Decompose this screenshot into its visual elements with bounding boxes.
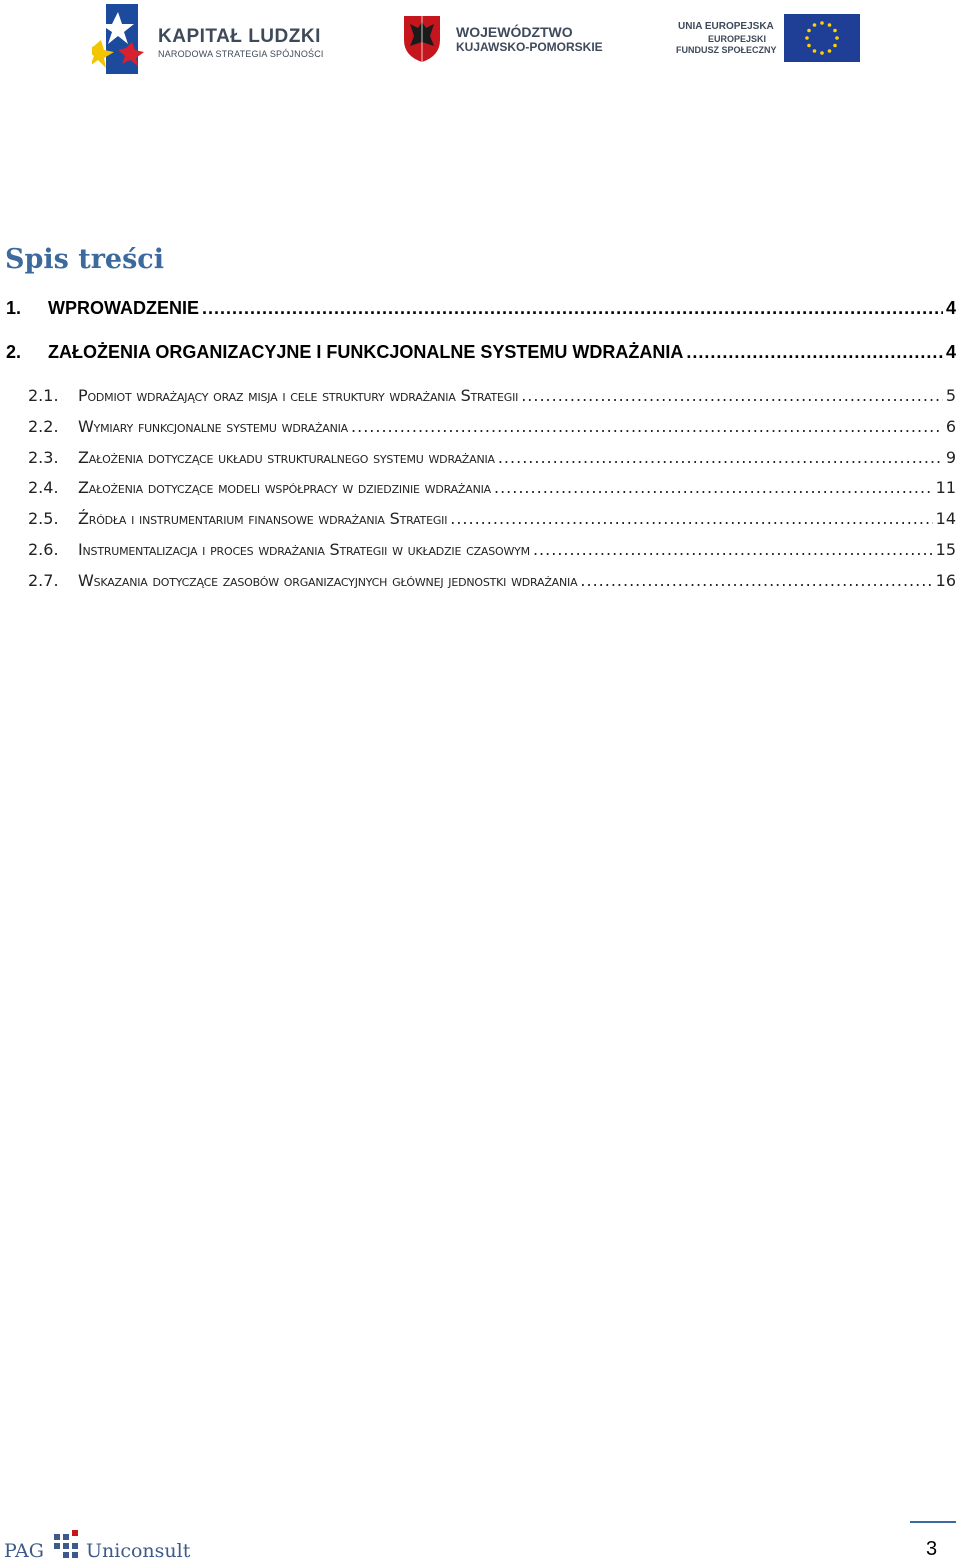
page-number: 3 (926, 1538, 938, 1560)
toc-leader-dots (686, 342, 943, 363)
toc-entry-number: 2.7. (28, 571, 59, 590)
logo2-line2: KUJAWSKO-POMORSKIE (456, 40, 603, 54)
kapital-ludzki-logo (92, 4, 332, 74)
toc-entry-2-4[interactable] (28, 478, 956, 497)
toc-entry-2-5[interactable] (28, 509, 956, 528)
toc-entry-title: Wymiary funkcjonalne systemu wdrażania (78, 417, 349, 436)
footer-logo-right-text: Uniconsult (86, 1540, 191, 1562)
toc-entry-number: 2.2. (28, 417, 59, 436)
toc-entry-2-3[interactable] (28, 448, 956, 467)
toc-entry-2[interactable] (6, 342, 956, 363)
toc-entry-page: 15 (935, 540, 956, 559)
eu-star-icon (807, 44, 811, 48)
eu-star-icon (833, 44, 837, 48)
toc-entry-title: Założenia dotyczące układu strukturalnego systemu wdrażania (78, 448, 495, 467)
toc-entry-title: Instrumentalizacja i proces wdrażania Strategii w układzie czasowym (78, 540, 530, 559)
toc-entry-title: ZAŁOŻENIA ORGANIZACYJNE I FUNKCJONALNE SYSTEMU WDRAŻANIA (48, 342, 684, 362)
toc-entry-page: 5 (945, 386, 956, 405)
header-logos (0, 0, 960, 80)
eu-star-icon (813, 49, 817, 53)
pag-dots-icon (52, 1530, 82, 1562)
toc-entry-page: 16 (935, 571, 956, 590)
eu-star-icon (828, 23, 832, 27)
toc-entry-2-6[interactable] (28, 540, 956, 559)
toc-entry-title: WPROWADZENIE (48, 298, 199, 318)
toc-entry-page: 14 (935, 509, 956, 528)
toc-entry-title: Podmiot wdrażający oraz misja i cele struktury wdrażania Strategii (78, 386, 519, 405)
toc-entry-number: 2.5. (28, 509, 59, 528)
logo1-title: KAPITAŁ LUDZKI (158, 26, 321, 47)
toc-entry-title: Wskazania dotyczące zasobów organizacyjnych głównej jednostki wdrażania (78, 571, 578, 590)
toc-entry-2-1[interactable] (28, 386, 956, 405)
logo3-line2: EUROPEJSKI (708, 34, 767, 44)
logo1-subtitle: NARODOWA STRATEGIA SPÓJNOŚCI (158, 49, 324, 59)
toc-entry-page: 9 (945, 448, 956, 467)
unia-europejska-logo (672, 14, 862, 64)
logo3-line1: UNIA EUROPEJSKA (678, 21, 774, 32)
eu-star-icon (807, 29, 811, 33)
toc-entry-1[interactable] (6, 298, 956, 319)
eu-star-icon (805, 36, 809, 40)
toc-leader-dots (494, 478, 933, 497)
toc-entry-2-7[interactable] (28, 571, 956, 590)
toc-entry-number: 2.3. (28, 448, 59, 467)
toc-entry-title: Założenia dotyczące modeli współpracy w dziedzinie wdrażania (78, 478, 491, 497)
wojewodztwo-logo (400, 14, 610, 64)
toc-leader-dots (202, 298, 943, 319)
eu-star-icon (820, 21, 824, 25)
toc-entry-number: 2.1. (28, 386, 59, 405)
toc-leader-dots (450, 509, 932, 528)
toc-entry-page: 6 (945, 417, 956, 436)
kapital-ludzki-emblem-icon (92, 4, 152, 74)
toc-entry-page: 4 (945, 298, 956, 318)
toc-entry-page: 4 (945, 342, 956, 362)
toc-entry-number: 2.6. (28, 540, 59, 559)
eu-star-icon (820, 51, 824, 55)
toc-heading: Spis treści (5, 244, 165, 275)
coat-of-arms-icon (400, 14, 444, 64)
footer-logo-left-text: PAG (4, 1540, 44, 1562)
eu-star-icon (813, 23, 817, 27)
toc-entry-number: 2. (6, 342, 22, 362)
toc-entry-2-2[interactable] (28, 417, 956, 436)
eu-star-icon (833, 29, 837, 33)
eu-star-icon (828, 49, 832, 53)
eu-flag-icon (784, 14, 860, 62)
toc-entry-number: 1. (6, 298, 22, 318)
toc-leader-dots (351, 417, 943, 436)
toc-entry-page: 11 (935, 478, 956, 497)
toc-entry-number: 2.4. (28, 478, 59, 497)
toc-entry-title: Źródła i instrumentarium finansowe wdrażania Strategii (78, 509, 448, 528)
logo2-line1: WOJEWÓDZTWO (456, 24, 573, 40)
toc-leader-dots (580, 571, 932, 590)
toc-leader-dots (521, 386, 943, 405)
eu-star-icon (835, 36, 839, 40)
toc-leader-dots (498, 448, 943, 467)
footer-divider (910, 1521, 956, 1523)
logo3-line3: FUNDUSZ SPOŁECZNY (676, 45, 777, 55)
pag-uniconsult-logo (4, 1530, 191, 1564)
toc-leader-dots (533, 540, 933, 559)
